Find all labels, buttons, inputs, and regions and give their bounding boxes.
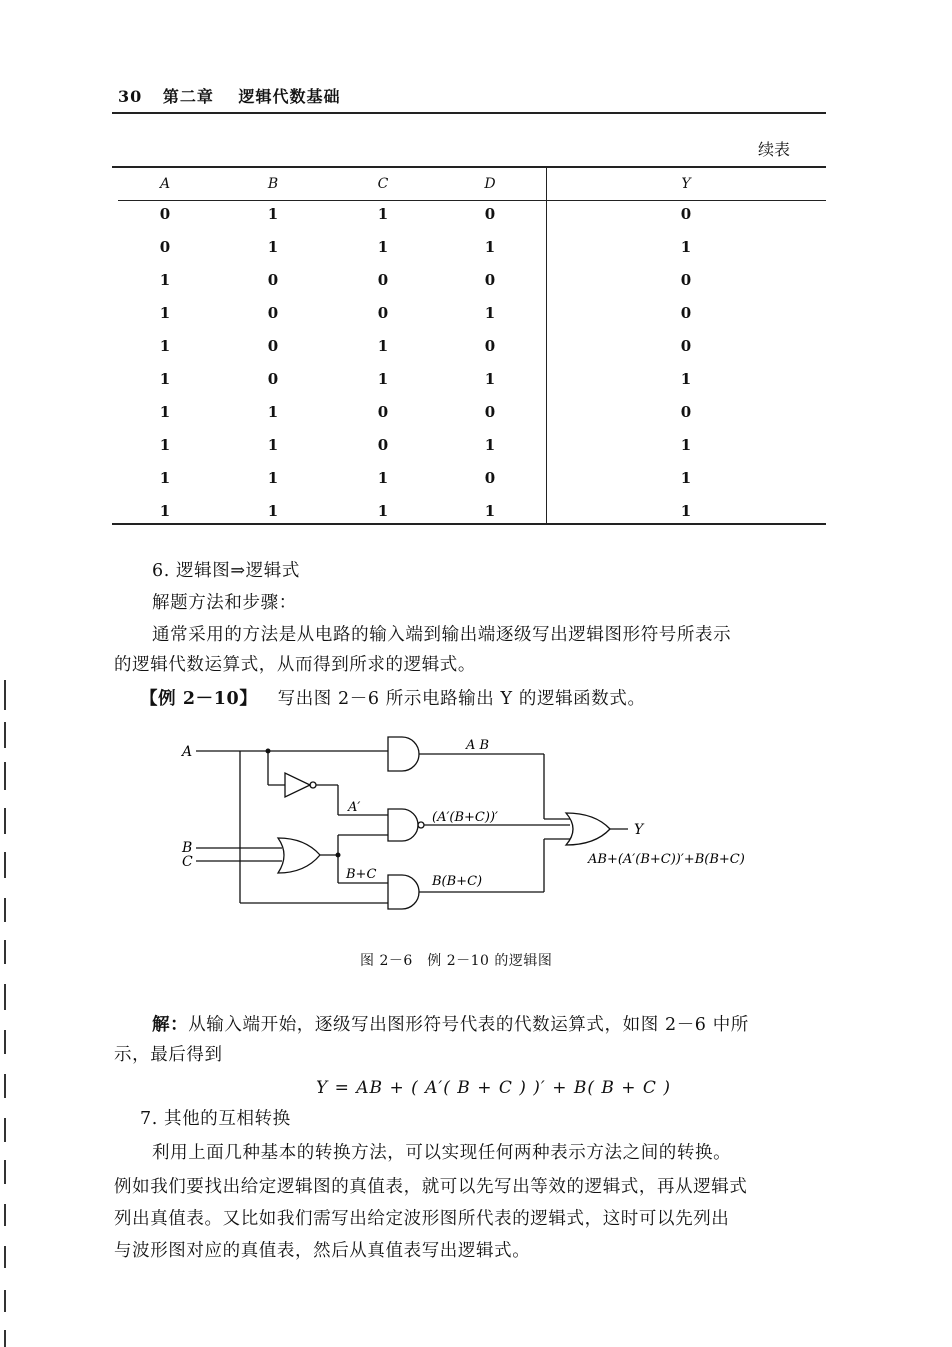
label-result: AB+(A′(B+C))′+B(B+C) [588,852,745,867]
table-header-cell: C [377,176,389,192]
solution-text: 从输入端开始，逐级写出图形符号代表的代数运算式，如图 2－6 中所 [188,1015,749,1035]
header-rule [112,112,826,114]
table-cell: 0 [484,337,496,355]
table-cell: 1 [484,370,496,388]
chapter-label: 第二章 [162,87,214,106]
section-7-title: 7. 其他的互相转换 [140,1109,291,1129]
section-6-title: 6. 逻辑图⇒逻辑式 [152,561,300,581]
table-cell: 1 [267,502,279,520]
example-text: 写出图 2－6 所示电路输出 Y 的逻辑函数式。 [277,689,646,709]
paragraph-line: 利用上面几种基本的转换方法，可以实现任何两种表示方法之间的转换。 [152,1143,732,1163]
margin-mark [4,722,6,748]
table-cell: 1 [267,469,279,487]
table-cell: 1 [267,238,279,256]
solution-line: 示，最后得到 [114,1045,223,1065]
table-cell: 0 [377,271,389,289]
table-cell: 0 [267,370,279,388]
continued-table-label: 续表 [758,140,791,159]
margin-mark [4,984,6,1010]
page-number: 30 [118,87,143,106]
paragraph-line: 与波形图对应的真值表，然后从真值表写出逻辑式。 [114,1241,531,1261]
label-b-plus-c: B+C [346,867,377,882]
table-cell: 0 [680,337,692,355]
table-header-cell: D [484,176,496,192]
margin-mark [4,1030,6,1054]
table-cell: 0 [680,304,692,322]
input-b-label: B [182,840,193,856]
table-cell: 1 [267,436,279,454]
margin-mark [4,1290,6,1312]
label-ab: A B [466,738,490,753]
page-header [118,84,340,107]
table-cell: 0 [484,469,496,487]
logic-diagram [170,735,790,915]
margin-mark [4,1074,6,1098]
table-cell: 1 [159,403,171,421]
table-cell: 1 [377,469,389,487]
table-cell: 1 [159,502,171,520]
margin-mark [4,762,6,790]
table-column-divider [546,168,547,523]
margin-mark [4,808,6,834]
margin-mark [4,1118,6,1142]
table-cell: 0 [159,205,171,223]
example-heading [140,684,646,714]
table-bottom-rule [112,523,826,525]
table-header-rule [118,200,826,201]
table-cell: 1 [159,304,171,322]
margin-mark [4,852,6,878]
margin-mark [4,1160,6,1184]
method-label: 解题方法和步骤： [152,593,297,613]
paragraph-line: 例如我们要找出给定逻辑图的真值表，就可以先写出等效的逻辑式，再从逻辑式 [114,1177,748,1197]
margin-mark [4,1246,6,1268]
result-formula: Y = AB + ( A′( B + C ) )′ + B( B + C ) [316,1078,671,1098]
table-cell: 0 [267,337,279,355]
table-top-rule [112,166,826,168]
table-cell: 0 [680,271,692,289]
example-label: 【例 2－10】 [140,689,258,709]
table-cell: 0 [267,304,279,322]
output-y-label: Y [634,822,644,838]
paragraph-line: 的逻辑代数运算式，从而得到所求的逻辑式。 [114,655,476,675]
chapter-title: 逻辑代数基础 [238,87,341,106]
margin-mark [4,898,6,922]
table-cell: 0 [267,271,279,289]
table-cell: 1 [680,502,692,520]
table-cell: 1 [159,271,171,289]
input-a-label: A [182,744,193,760]
margin-mark [4,1204,6,1226]
margin-mark [4,1330,6,1347]
table-header-cell: Y [681,176,691,192]
table-cell: 1 [484,436,496,454]
table-header-cell: A [159,176,171,192]
table-cell: 0 [484,205,496,223]
table-cell: 1 [377,205,389,223]
table-cell: 1 [159,337,171,355]
table-cell: 1 [267,403,279,421]
table-cell: 0 [680,403,692,421]
solution-label: 解： [152,1015,189,1035]
table-cell: 0 [484,271,496,289]
margin-mark [4,680,6,710]
table-cell: 0 [159,238,171,256]
table-cell: 1 [159,370,171,388]
table-cell: 1 [377,370,389,388]
table-cell: 1 [680,469,692,487]
table-cell: 1 [484,304,496,322]
label-b-bc: B(B+C) [432,874,483,889]
table-cell: 1 [680,238,692,256]
table-cell: 1 [159,469,171,487]
input-c-label: C [182,854,193,870]
table-header-cell: B [267,176,279,192]
table-cell: 1 [484,502,496,520]
paragraph-line: 通常采用的方法是从电路的输入端到输出端逐级写出逻辑图形符号所表示 [152,625,732,645]
table-cell: 0 [680,205,692,223]
table-cell: 1 [267,205,279,223]
table-cell: 0 [484,403,496,421]
table-cell: 1 [377,238,389,256]
table-cell: 1 [680,436,692,454]
table-cell: 1 [159,436,171,454]
solution-line [152,1010,749,1040]
table-cell: 0 [377,436,389,454]
table-cell: 1 [680,370,692,388]
label-nand-output: (A′(B+C))′ [432,810,498,825]
margin-mark [4,940,6,964]
table-cell: 1 [377,337,389,355]
figure-caption: 图 2－6 例 2－10 的逻辑图 [360,953,553,969]
table-cell: 1 [377,502,389,520]
table-cell: 0 [377,403,389,421]
table-cell: 1 [484,238,496,256]
table-cell: 0 [377,304,389,322]
paragraph-line: 列出真值表。又比如我们需写出给定波形图所代表的逻辑式，这时可以先列出 [114,1209,730,1229]
label-a-prime: A′ [348,800,361,815]
